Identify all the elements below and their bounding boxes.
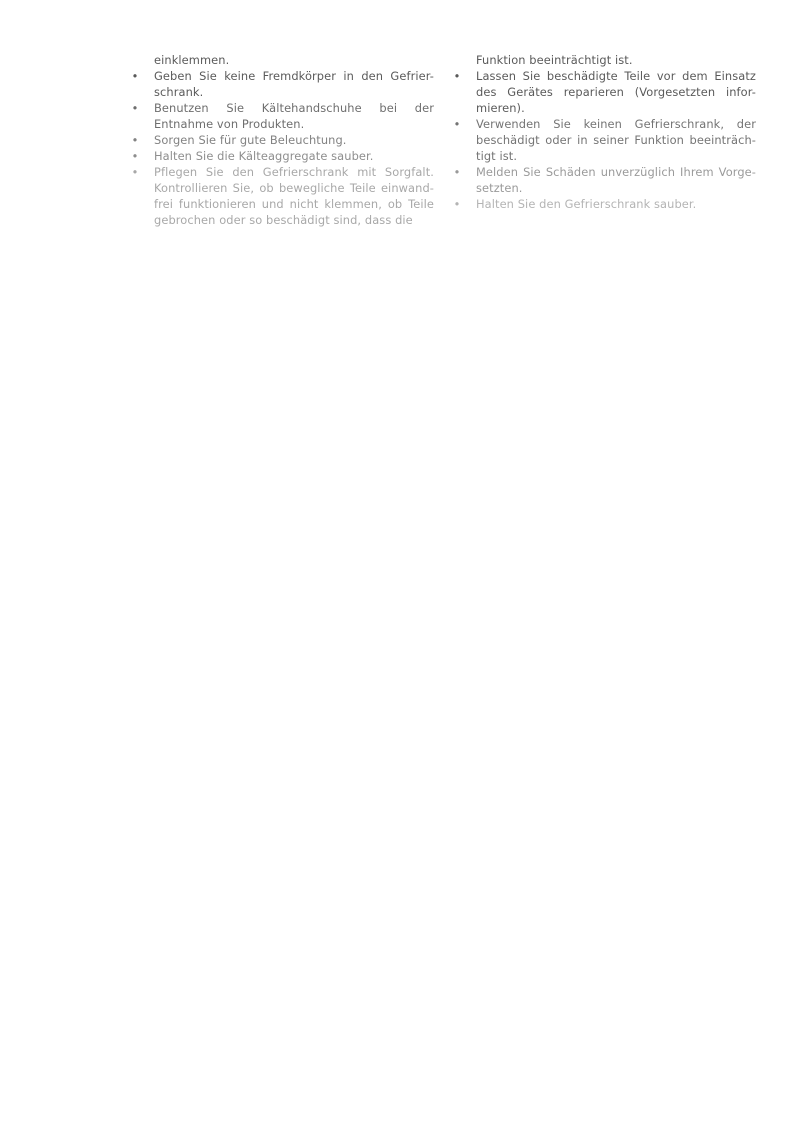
bullet-icon: • (131, 165, 139, 179)
right-column-lead-text: Funktion beeinträchtigt ist. (476, 53, 633, 67)
left-column (131, 52, 434, 228)
bullet-icon: • (453, 165, 461, 179)
list-item (453, 116, 756, 164)
list-item (131, 68, 434, 100)
list-item-text: Halten Sie den Gefrierschrank sauber. (476, 197, 697, 211)
left-column-lead-text: einklemmen. (154, 53, 230, 67)
list-item-text: Benutzen Sie Kältehandschuhe bei der Entnahme von Produkten. (154, 101, 434, 131)
list-item-text: Sorgen Sie für gute Beleuchtung. (154, 133, 347, 147)
list-item-text: Verwenden Sie keinen Gefrierschrank, der beschädigt oder in seiner Funktion beeinträch-tigt ist. (476, 117, 756, 163)
list-item (453, 68, 756, 116)
bullet-icon: • (453, 117, 461, 131)
list-item (131, 164, 434, 228)
list-item (131, 132, 434, 148)
list-item-text: Geben Sie keine Fremdkörper in den Gefrier-schrank. (154, 69, 434, 99)
left-bullet-list (131, 68, 434, 228)
bullet-icon: • (131, 133, 139, 147)
list-item (453, 164, 756, 196)
bullet-icon: • (131, 149, 139, 163)
list-item (453, 196, 756, 212)
bullet-icon: • (453, 197, 461, 211)
right-bullet-list (453, 68, 756, 212)
list-item (131, 100, 434, 132)
list-item-text: Lassen Sie beschädigte Teile vor dem Einsatz des Gerätes reparieren (Vorgesetzten infor-mieren). (476, 69, 756, 115)
list-item (131, 148, 434, 164)
list-item-text: Halten Sie die Kälteaggregate sauber. (154, 149, 374, 163)
list-item-text: Pflegen Sie den Gefrierschrank mit Sorgfalt. Kontrollieren Sie, ob bewegliche Teile einwand-frei funktionieren und nicht klemmen, ob Teile gebrochen oder so beschädigt sind, dass die (154, 165, 434, 227)
right-column (453, 52, 756, 212)
bullet-icon: • (131, 69, 139, 83)
list-item-text: Melden Sie Schäden unverzüglich Ihrem Vorge-setzten. (476, 165, 756, 195)
bullet-icon: • (453, 69, 461, 83)
bullet-icon: • (131, 101, 139, 115)
